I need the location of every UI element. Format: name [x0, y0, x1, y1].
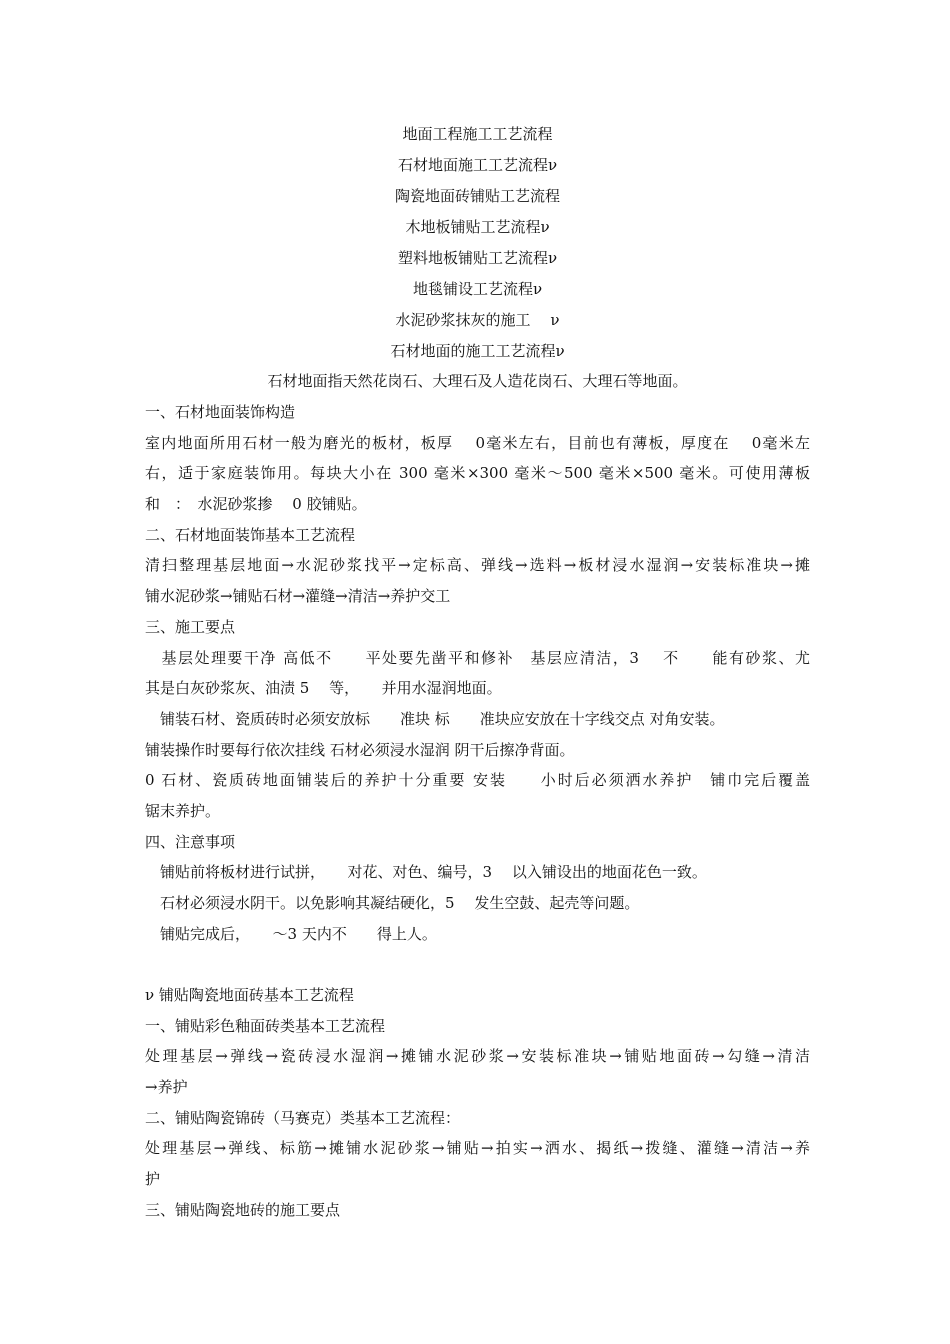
toc-item: 水泥砂浆抹灰的施工 ν [395, 311, 560, 329]
paragraph-line: 铺装石材、瓷质砖时必须安放标 准块 标 准块应安放在十字线交点 对角安装。 [145, 710, 725, 728]
section-heading: ν 铺贴陶瓷地面砖基本工艺流程 [145, 986, 354, 1004]
toc-item: 木地板铺贴工艺流程ν [405, 218, 550, 236]
toc-item: 石材地面施工工艺流程ν [397, 156, 558, 174]
intro-sentence: 石材地面指天然花岗石、大理石及人造花岗石、大理石等地面。 [267, 372, 688, 390]
paragraph-line: 室内地面所用石材一般为磨光的板材，板厚 0毫米左右，目前也有薄板，厚度在 0毫米左 [145, 434, 810, 452]
paragraph-line: 清扫整理基层地面→水泥砂浆找平→定标高、弹线→选料→板材浸水湿润→安装标准块→摊 [145, 556, 810, 574]
section-heading: 三、铺贴陶瓷地砖的施工要点 [145, 1201, 341, 1219]
paragraph-line: 铺水泥砂浆→铺贴石材→灌缝→清洁→养护交工 [145, 587, 451, 605]
toc-item: 石材地面的施工工艺流程ν [390, 342, 565, 360]
paragraph-line: 锯末养护。 [145, 802, 221, 820]
section-heading: 二、石材地面装饰基本工艺流程 [145, 526, 356, 544]
section-heading: 一、石材地面装饰构造 [145, 403, 296, 421]
paragraph-line: 处理基层→弹线→瓷砖浸水湿润→摊铺水泥砂浆→安装标准块→铺贴地面砖→勾缝→清洁 [145, 1047, 810, 1065]
paragraph-line: →养护 [145, 1078, 188, 1096]
toc-item: 塑料地板铺贴工艺流程ν [397, 249, 558, 267]
paragraph-line: 铺贴完成后， ～3 天内不 得上人。 [145, 925, 437, 943]
section-heading: 一、铺贴彩色釉面砖类基本工艺流程 [145, 1017, 386, 1035]
paragraph-line: 铺贴前将板材进行试拼， 对花、对色、编号，3 以入铺设出的地面花色一致。 [145, 863, 707, 881]
section-heading: 三、施工要点 [145, 618, 236, 636]
paragraph-line: 铺装操作时要每行依次挂线 石材必须浸水湿润 阴干后擦净背面。 [145, 741, 575, 759]
paragraph-line: 处理基层→弹线、标筋→摊铺水泥砂浆→铺贴→拍实→洒水、揭纸→拨缝、灌缝→清洁→养 [145, 1139, 810, 1157]
section-heading: 四、注意事项 [145, 833, 236, 851]
paragraph-line: 和 ： 水泥砂浆掺 0 胶铺贴。 [145, 495, 367, 513]
paragraph-line: 石材必须浸水阴干。以免影响其凝结硬化，5 发生空鼓、起壳等问题。 [145, 894, 640, 912]
paragraph-line: 其是白灰砂浆灰、油渍 5 等， 并用水湿润地面。 [145, 679, 502, 697]
toc-item: 地毯铺设工艺流程ν [412, 280, 543, 298]
toc-item: 陶瓷地面砖铺贴工艺流程 [394, 187, 560, 205]
paragraph-line: 右，适于家庭装饰用。每块大小在 300 毫米×300 毫米～500 毫米×500 毫米。可使用薄板 [145, 464, 810, 482]
section-heading: 二、铺贴陶瓷锦砖（马赛克）类基本工艺流程： [145, 1109, 461, 1127]
paragraph-line: 护 [145, 1170, 161, 1188]
document-page [145, 0, 810, 1344]
toc-title: 地面工程施工工艺流程 [402, 125, 553, 143]
paragraph-line: 0 石材、瓷质砖地面铺装后的养护十分重要 安装 小时后必须洒水养护 铺巾完后覆盖 [145, 771, 810, 789]
paragraph-line: 基层处理要干净 高低不 平处要先凿平和修补 基层应清洁，3 不 能有砂浆、尤 [145, 649, 810, 667]
